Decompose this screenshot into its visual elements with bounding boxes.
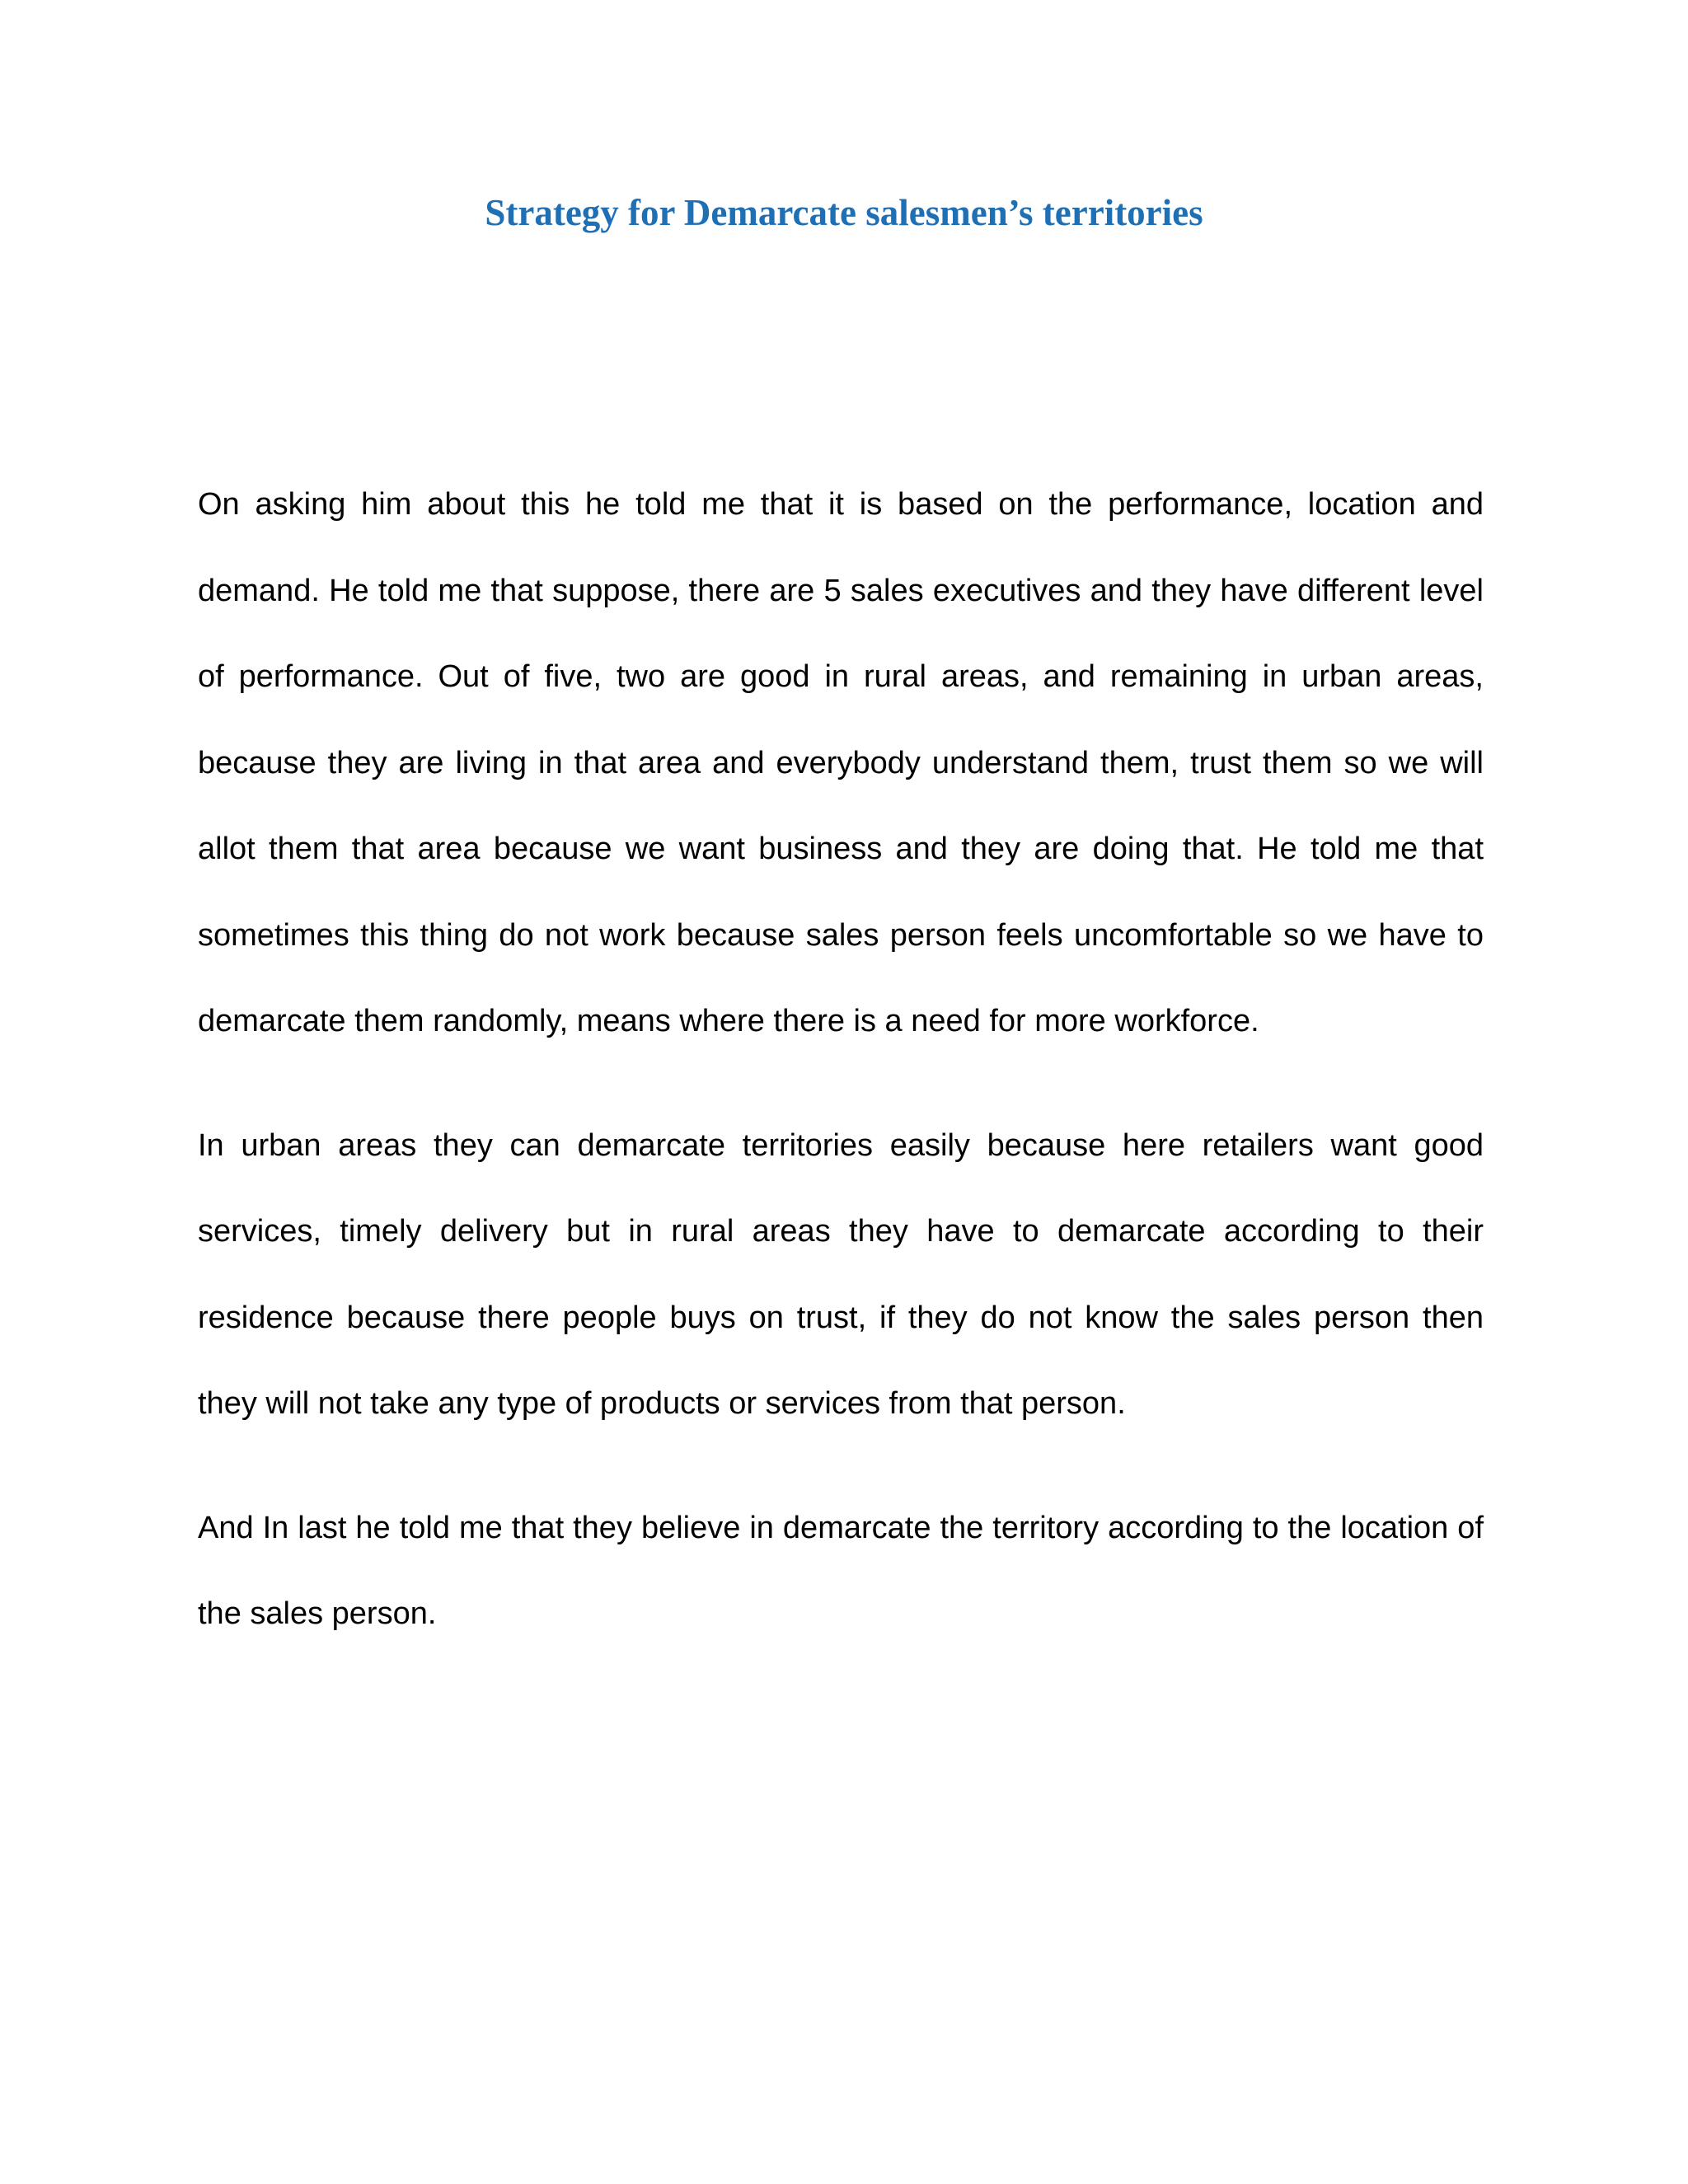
- paragraph-2: In urban areas they can demarcate territories easily because here retailers want good services, timely delivery but in rural areas they have to demarcate according to their residence because there people buys on trust, if they do not know the sales person then they will not take any type of products or services from that person.: [198, 1127, 1484, 1421]
- paragraph-1: On asking him about this he told me that it is based on the performance, location and demand. He told me that suppose, there are 5 sales executives and they have different level of performance. Out of five, two are good in rural areas, and remaining in urban areas, because they are living in that area and everybody understand them, trust them so we will allot them that area because we want business and they are doing that. He told me that sometimes this thing do not work because sales person feels uncomfortable so we have to demarcate them randomly, means where there is a need for more workforce.: [198, 487, 1484, 1038]
- paragraph-3: And In last he told me that they believe in demarcate the territory according to the location of the sales person.: [198, 1510, 1484, 1631]
- document-body: [198, 462, 1484, 1695]
- document-title: Strategy for Demarcate salesmen’s territories: [485, 192, 1203, 233]
